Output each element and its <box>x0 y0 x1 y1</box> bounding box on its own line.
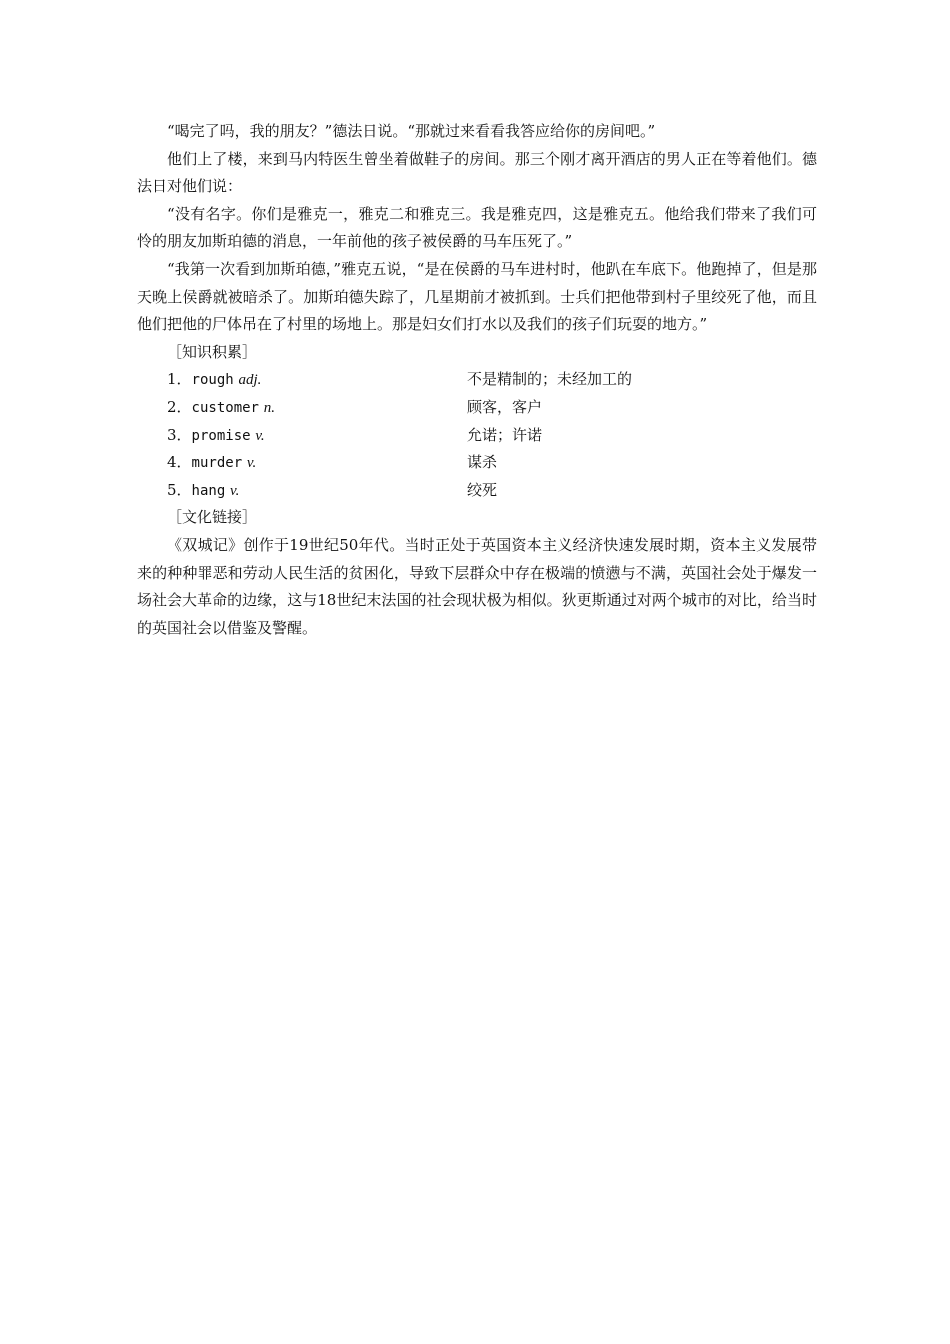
vocab-word: hang <box>191 482 226 499</box>
vocab-term <box>137 394 467 422</box>
vocab-pos: v. <box>255 427 265 444</box>
vocab-word: rough <box>191 372 234 389</box>
vocab-item <box>137 394 817 422</box>
vocab-number: 3． <box>167 425 192 444</box>
vocab-word: promise <box>191 427 251 444</box>
vocab-meaning: 不是精制的；未经加工的 <box>467 370 633 389</box>
vocab-number: 4． <box>167 453 192 472</box>
culture-heading: ［文化链接］ <box>167 508 258 527</box>
document-page <box>137 118 817 642</box>
vocab-item <box>137 477 817 505</box>
vocab-meaning: 绞死 <box>467 480 498 499</box>
vocab-term <box>137 477 467 505</box>
vocab-term <box>137 449 467 477</box>
vocab-word: murder <box>191 455 243 472</box>
vocab-meaning: 顾客，客户 <box>467 397 543 416</box>
vocab-pos: n. <box>263 399 276 416</box>
story-paragraph-2: 他们上了楼，来到马内特医生曾坐着做鞋子的房间。那三个刚才离开酒店的男人正在等着他们。德法日对他们说： <box>137 149 817 196</box>
culture-paragraph: 《双城记》创作于19世纪50年代。当时正处于英国资本主义经济快速发展时期，资本主义发展带来的种种罪恶和劳动人民生活的贫困化，导致下层群众中存在极端的愤懑与不满，英国社会处于爆发一场社会大革命的边缘，这与18世纪末法国的社会现状极为相似。狄更斯通过对两个城市的对比，给当时的英国社会以借鉴及警醒。 <box>137 535 817 637</box>
vocab-meaning: 允诺；许诺 <box>467 425 543 444</box>
vocab-pos: v. <box>230 482 240 499</box>
vocab-item <box>137 366 817 394</box>
vocab-term <box>137 422 467 450</box>
vocab-list <box>137 366 817 504</box>
vocab-number: 2． <box>167 397 192 416</box>
vocab-pos: adj. <box>238 372 262 389</box>
vocab-number: 1． <box>167 370 192 389</box>
story-paragraph-3: “没有名字。你们是雅克一，雅克二和雅克三。我是雅克四，这是雅克五。他给我们带来了我们可怜的朋友加斯珀德的消息，一年前他的孩子被侯爵的马车压死了。” <box>137 204 817 251</box>
vocab-item <box>137 422 817 450</box>
vocab-term <box>137 366 467 394</box>
story-paragraph-4: “我第一次看到加斯珀德，”雅克五说，“是在侯爵的马车进村时，他趴在车底下。他跑掉了，但是那天晚上侯爵就被暗杀了。加斯珀德失踪了，几星期前才被抓到。士兵们把他带到村子里绞死了他，而且他们把他的尸体吊在了村里的场地上。那是妇女们打水以及我们的孩子们玩耍的地方。” <box>137 259 817 334</box>
vocab-number: 5． <box>167 480 192 499</box>
vocab-word: customer <box>191 399 259 416</box>
knowledge-heading: ［知识积累］ <box>167 342 258 361</box>
vocab-meaning: 谋杀 <box>467 453 498 472</box>
vocab-item <box>137 449 817 477</box>
story-paragraph-1: “喝完了吗，我的朋友？”德法日说。“那就过来看看我答应给你的房间吧。” <box>167 122 656 140</box>
vocab-pos: v. <box>246 455 257 472</box>
